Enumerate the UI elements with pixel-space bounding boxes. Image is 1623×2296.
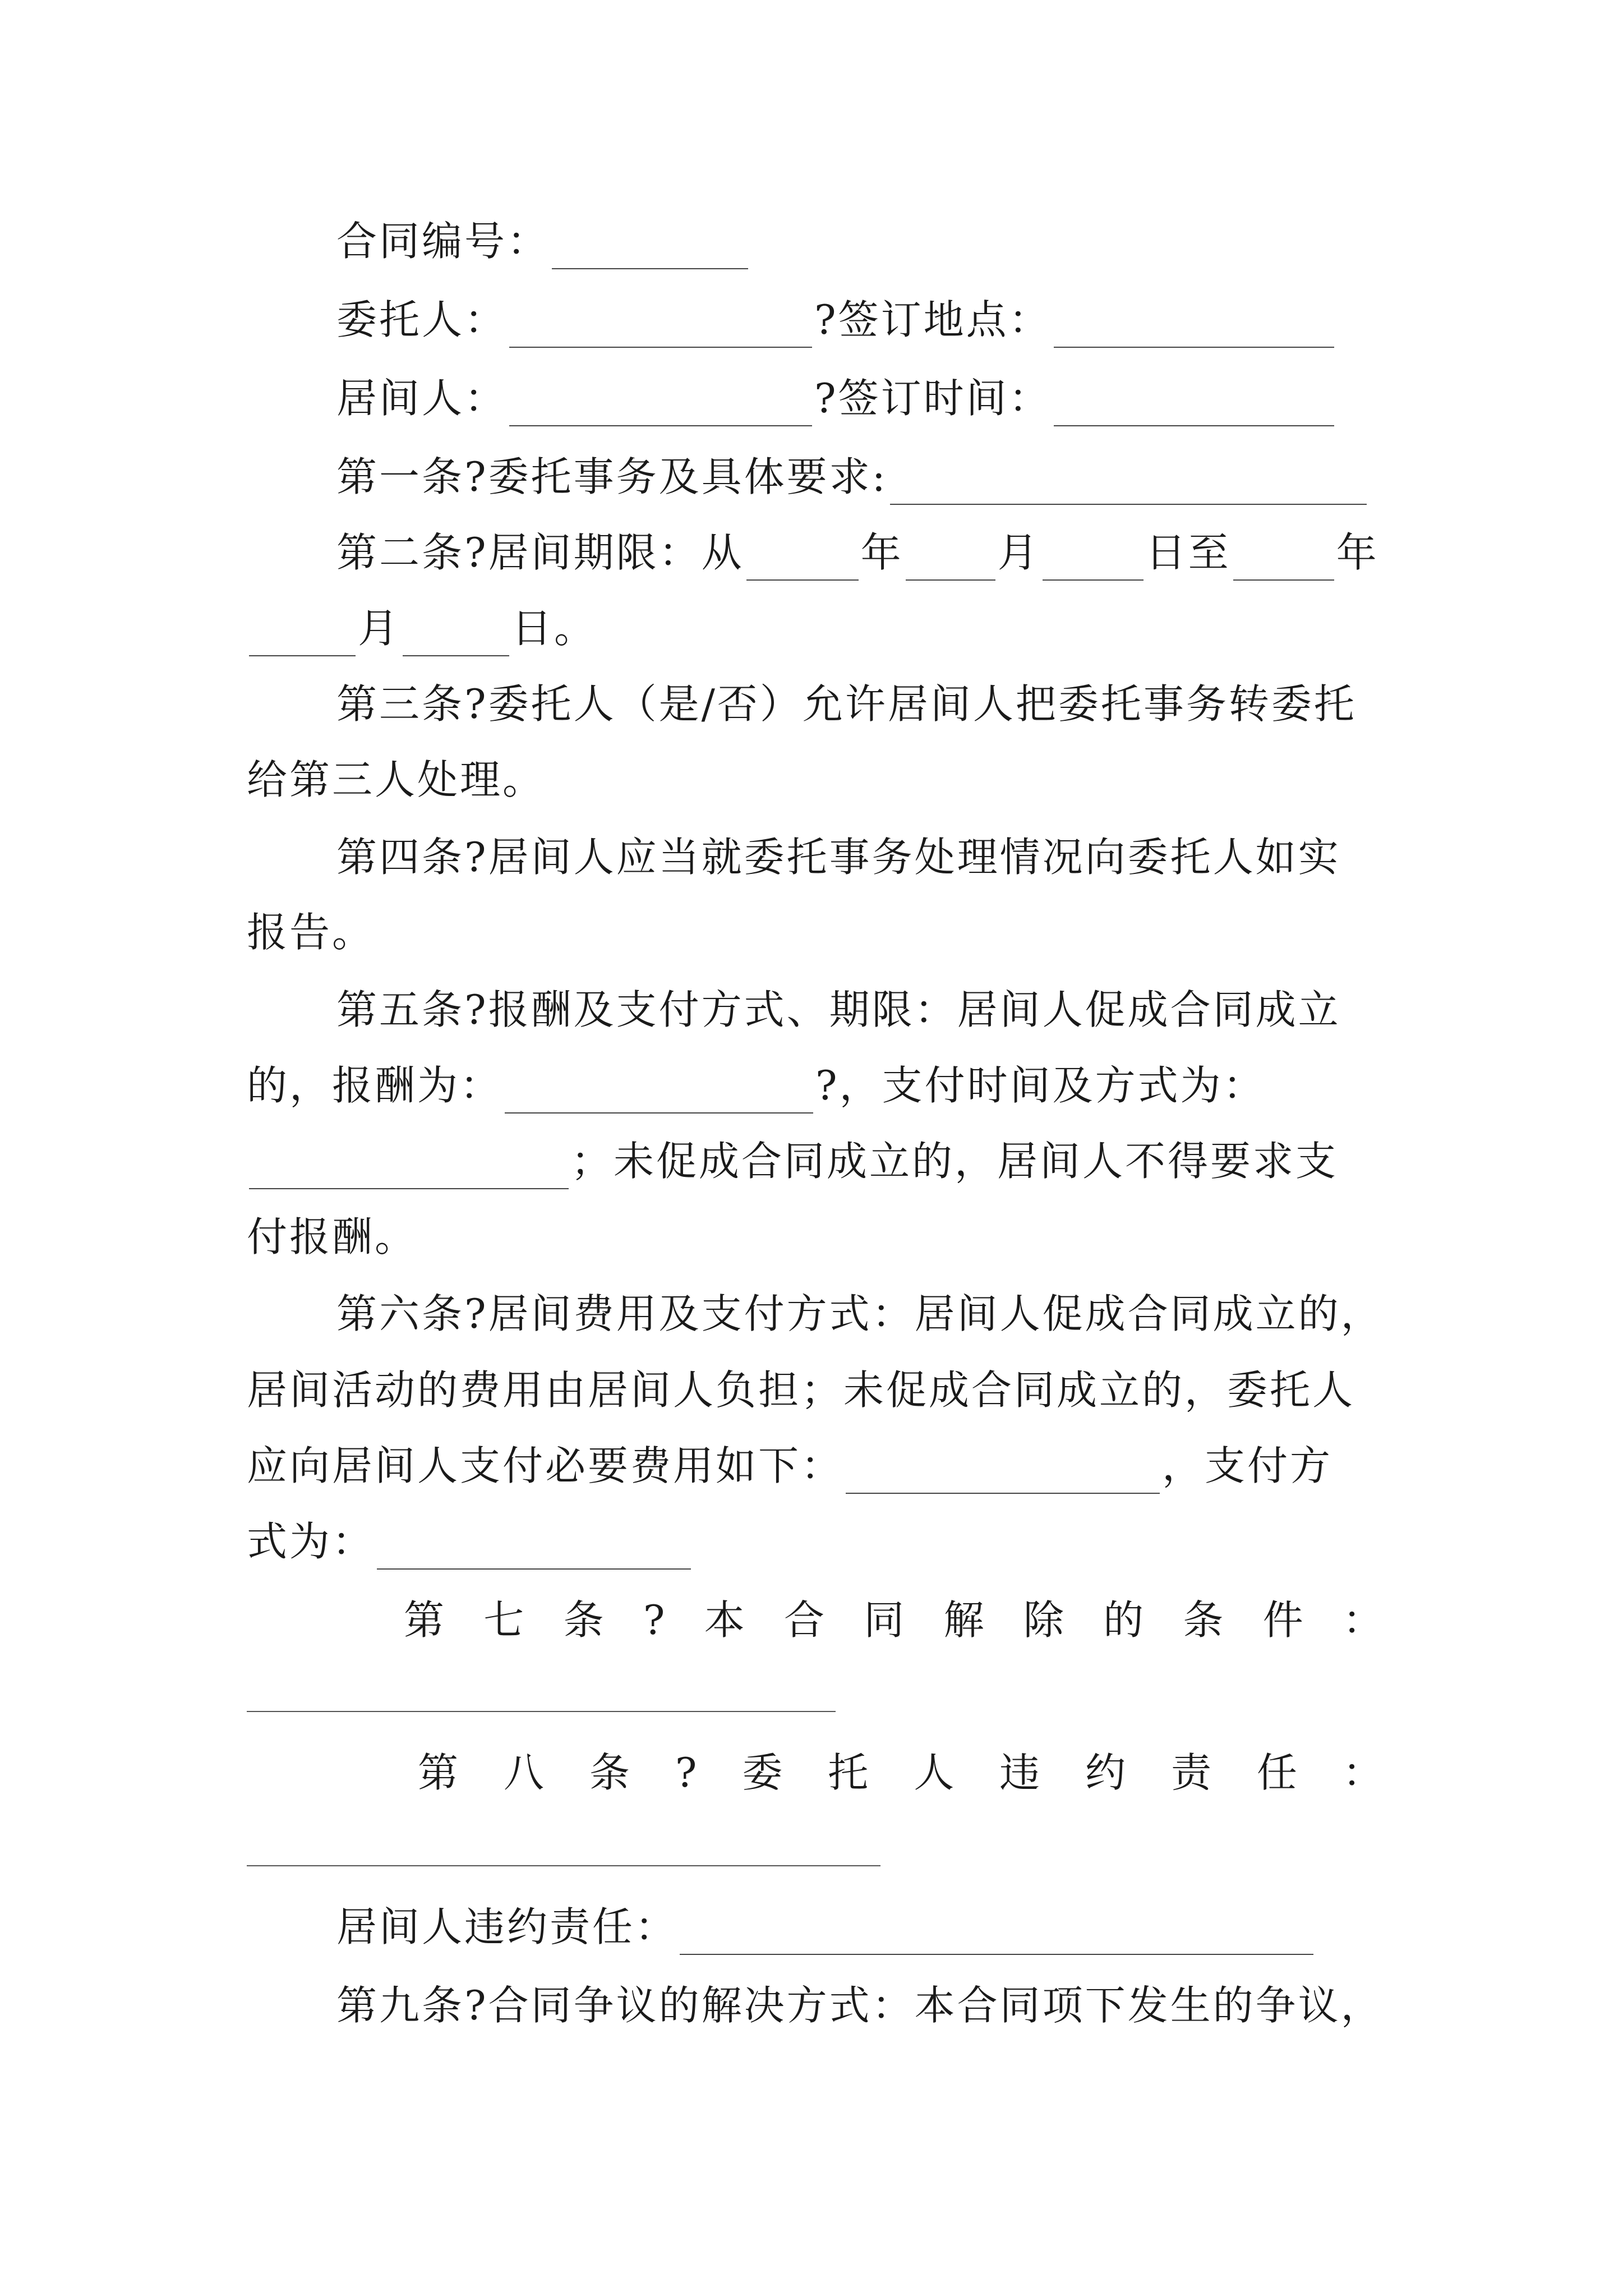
a8-char: 人 [914,1749,957,1796]
article-3-line-2: 给第三人处理。 [247,756,546,803]
broker-breach-row [336,1899,1316,1955]
sign-place-blank[interactable] [1054,312,1334,348]
article-8-blank[interactable] [247,1865,880,1866]
end-day-blank[interactable] [403,620,509,656]
article-2-text: 第二条?居间期限：从 [336,529,744,576]
a7-char: 第 [404,1596,447,1644]
a7-char: ? [643,1596,667,1644]
broker-breach-blank[interactable] [680,1919,1313,1955]
a7-char: 合 [784,1596,827,1644]
article-1 [336,449,1369,505]
article-5-line-2 [247,1057,1266,1114]
a7-char: 条 [1183,1596,1226,1644]
a7-char: 除 [1023,1596,1066,1644]
a8-char: 条 [589,1749,632,1796]
sign-time-blank[interactable] [1054,390,1334,426]
a7-char: 条 [563,1596,606,1644]
a7-char: 解 [943,1596,986,1644]
broker-breach-label: 居间人违约责任： [336,1903,678,1950]
a8-char: ： [1342,1749,1385,1796]
a8-char: 责 [1171,1749,1214,1796]
contract-number-blank[interactable] [552,233,748,269]
payment-time-label: ?，支付时间及方式为： [815,1062,1266,1109]
start-month-blank[interactable] [906,545,995,581]
payment-method-text: 式为： [247,1518,375,1565]
remuneration-blank[interactable] [505,1078,813,1114]
end-month-blank[interactable] [249,620,356,656]
article-6-line-1: 第六条?居间费用及支付方式：居间人促成合同成立的， [336,1290,1384,1337]
contract-number-label: 合同编号： [336,218,550,265]
start-day-blank[interactable] [1043,545,1144,581]
article-1-blank[interactable] [890,469,1367,505]
contract-number-row [336,213,750,269]
day-to-label: 日至 [1145,529,1231,576]
end-year-blank[interactable] [1233,545,1334,581]
broker-label: 居间人： [336,375,508,422]
a8-char: 任 [1256,1749,1299,1796]
article-9-line-1: 第九条?合同争议的解决方式：本合同项下发生的争议， [336,1982,1384,2029]
a7-char: 同 [864,1596,907,1644]
article-3-line-1: 第三条?委托人（是/否）允许居间人把委托事务转委托 [336,680,1357,728]
article-5-line-3 [247,1133,1338,1189]
a8-char: 八 [503,1749,546,1796]
payment-method-label: ，支付方 [1162,1442,1333,1489]
article-5-line-4: 付报酬。 [247,1213,418,1260]
month-label: 月 [997,529,1040,576]
a8-char: ? [675,1749,699,1796]
article-5-line-1: 第五条?报酬及支付方式、期限：居间人促成合同成立 [336,986,1341,1033]
a8-char: 托 [828,1749,871,1796]
article-5-text-3: ；未促成合同成立的，居间人不得要求支 [571,1138,1339,1185]
sign-time-label: ?签订时间： [814,375,1052,422]
broker-row [336,370,1336,426]
article-2-line-1 [336,524,1379,581]
broker-blank[interactable] [509,390,812,426]
article-7-blank[interactable] [247,1711,836,1712]
end-month-label: 月 [358,605,401,652]
a8-char: 约 [1085,1749,1128,1796]
a8-char: 违 [999,1749,1043,1796]
payment-method-blank[interactable] [377,1534,691,1570]
payment-time-blank[interactable] [249,1153,569,1189]
article-6-line-3 [247,1438,1332,1494]
year-label: 年 [860,529,903,576]
article-4-line-1: 第四条?居间人应当就委托事务处理情况向委托人如实 [336,834,1341,881]
sign-place-label: ?签订地点： [814,296,1052,343]
end-day-label: 日。 [511,605,597,652]
a7-char: ： [1342,1596,1385,1644]
end-year-label: 年 [1336,529,1379,576]
article-4-line-2: 报告。 [247,909,375,956]
article-6-line-4 [247,1513,693,1570]
article-7-line-1 [404,1592,1385,1648]
article-8-line-1 [418,1745,1385,1801]
client-row [336,292,1336,348]
client-label: 委托人： [336,296,508,343]
article-2-line-2 [247,600,597,656]
a8-char: 第 [418,1749,461,1796]
a8-char: 委 [742,1749,785,1796]
article-1-label: 第一条?委托事务及具体要求: [336,453,888,500]
a7-char: 件 [1262,1596,1306,1644]
client-blank[interactable] [509,312,812,348]
start-year-blank[interactable] [746,545,859,581]
article-6-line-2: 居间活动的费用由居间人负担；未促成合同成立的，委托人 [247,1366,1355,1414]
a7-char: 七 [483,1596,527,1644]
expenses-blank[interactable] [846,1458,1160,1494]
expenses-label: 应向居间人支付必要费用如下： [247,1442,844,1489]
a7-char: 本 [704,1596,747,1644]
a7-char: 的 [1103,1596,1146,1644]
remuneration-label: 的，报酬为： [247,1062,503,1109]
